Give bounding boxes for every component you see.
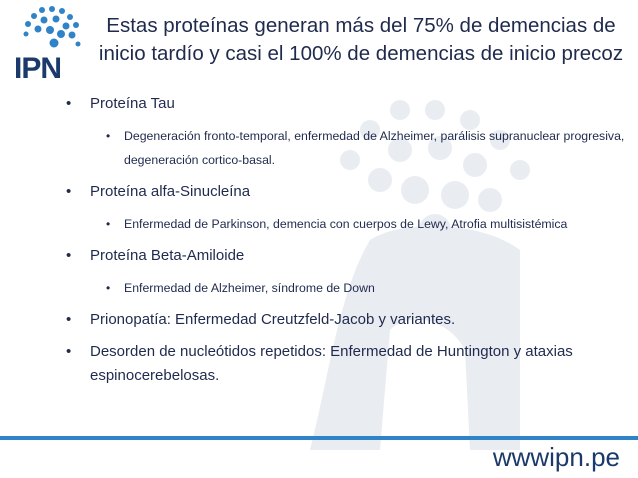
sub-bullet-item: • Enfermedad de Alzheimer, síndrome de Down bbox=[106, 276, 626, 300]
bullet-item: • Prionopatía: Enfermedad Creutzfeld-Jacob y variantes. bbox=[66, 308, 626, 332]
bullet-item: • Proteína Tau bbox=[66, 92, 626, 116]
sub-bullet-item: • Enfermedad de Parkinson, demencia con cuerpos de Lewy, Atrofia multisistémica bbox=[106, 212, 626, 236]
title-line-2: inicio tardío y casi el 100% de demencias de inicio precoz bbox=[98, 42, 624, 65]
logo-text: IPN bbox=[14, 52, 62, 85]
bullet-item: • Proteína Beta-Amiloide bbox=[66, 244, 626, 268]
slide-title bbox=[96, 12, 626, 68]
logo-dots-icon bbox=[6, 4, 90, 56]
sub-bullet-item: • Degeneración fronto-temporal, enfermedad de Alzheimer, parálisis supranuclear progresiva, degeneración cortico-basal. bbox=[106, 124, 626, 172]
bullet-item: • Proteína alfa-Sinucleína bbox=[66, 180, 626, 204]
footer-divider bbox=[0, 436, 638, 440]
bullet-list bbox=[66, 92, 626, 396]
ipn-logo bbox=[6, 4, 90, 84]
title-line-1: Estas proteínas generan más del 75% de demencias de bbox=[106, 14, 616, 37]
bullet-item: • Desorden de nucleótidos repetidos: Enfermedad de Huntington y ataxias espinocerebelosas. bbox=[66, 340, 626, 388]
footer-url: wwwipn.pe bbox=[492, 442, 620, 472]
